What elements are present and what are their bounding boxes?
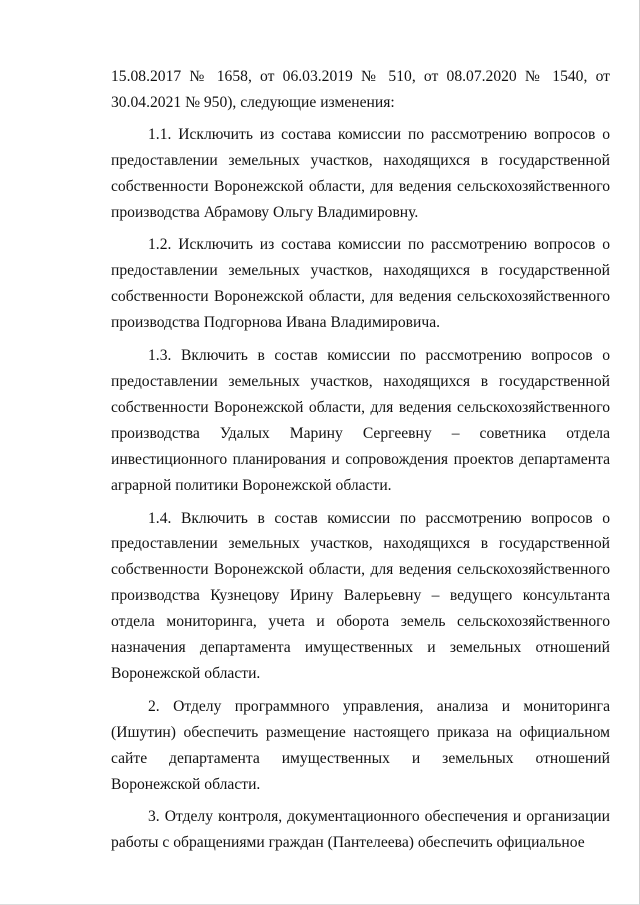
paragraph-1-2: 1.2. Исключить из состава комиссии по рассмотрению вопросов о предоставлении земельных участков, находящихся в государственной собственности Воронежской области, для ведения сельскохозяйственного производства Подгорнова Ивана Владимировича. — [111, 236, 610, 332]
paragraph-amendment-intro: 15.08.2017 № 1658, от 06.03.2019 № 510, от 08.07.2020 № 1540, от 30.04.2021 № 950), следующие изменения: — [111, 68, 610, 111]
paragraph-1-1: 1.1. Исключить из состава комиссии по рассмотрению вопросов о предоставлении земельных участков, находящихся в государственной собственности Воронежской области, для ведения сельскохозяйственного производства Абрамову Ольгу Владимировну. — [111, 125, 610, 221]
paragraph-1-4: 1.4. Включить в состав комиссии по рассмотрению вопросов о предоставлении земельных участков, находящихся в государственной собственности Воронежской области, для ведения сельскохозяйственного производства Кузнецову Ирину Валерьевну – ведущего консультанта отдела мониторинга, учета и оборота земель сельскохозяйственного назначения департамента имущественных и земельных отношений Воронежской области. — [111, 509, 610, 682]
paragraph-3: 3. Отделу контроля, документационного обеспечения и организации работы с обращениями граждан (Пантелеева) обеспечить официальное — [111, 808, 610, 852]
paragraph-1-3: 1.3. Включить в состав комиссии по рассмотрению вопросов о предоставлении земельных участков, находящихся в государственной собственности Воронежской области, для ведения сельскохозяйственного производства Удалых Марину Сергеевну – советника отдела инвестиционного планирования и сопровождения проектов департамента аграрной политики Воронежской области. — [111, 347, 610, 494]
paragraph-2: 2. Отделу программного управления, анализа и мониторинга (Ишутин) обеспечить размещение настоящего приказа на официальном сайте департамента имущественных и земельных отношений Воронежской области. — [111, 697, 610, 793]
document-body — [111, 64, 610, 856]
